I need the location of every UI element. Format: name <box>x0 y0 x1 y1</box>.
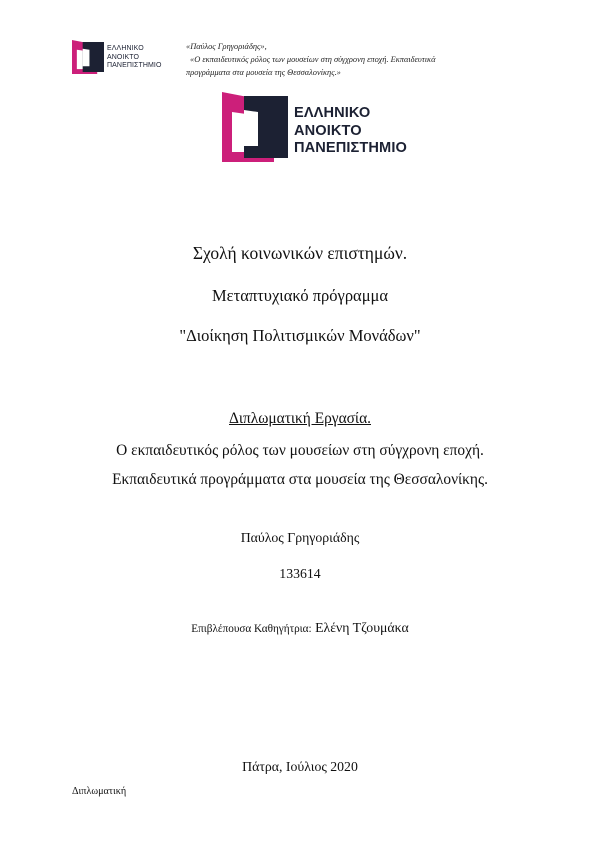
university-logo-mark-icon <box>72 40 104 74</box>
logo-text-line: ΠΑΝΕΠΙΣΤΗΜΙΟ <box>107 62 162 69</box>
school-name: Σχολή κοινωνικών επιστημών. <box>192 243 408 263</box>
logo-text-line: ΠΑΝΕΠΙΣΤΗΜΙΟ <box>294 140 407 156</box>
page-footer: Διπλωματική <box>72 786 127 797</box>
thesis-title-line1: Ο εκπαιδευτικός ρόλος των μουσείων στη σύγχρονη εποχή. <box>116 442 484 459</box>
citation-title-line2: προγράμματα στα μουσεία της Θεσσαλονίκης.» <box>186 68 341 77</box>
logo-text-line: ΑΝΟΙΚΤΟ <box>107 53 140 61</box>
logo-text-line: ΑΝΟΙΚΤΟ <box>294 122 362 139</box>
student-id: 133614 <box>279 566 321 581</box>
citation-title-line1: «Ο εκπαιδευτικός ρόλος των μουσείων στη σύγχρονη εποχή. Εκπαιδευτικά <box>190 55 436 64</box>
university-logo-mark-icon <box>222 92 288 162</box>
supervisor-label: Επιβλέπουσα Καθηγήτρια: <box>191 623 312 635</box>
university-logo-large <box>222 92 412 164</box>
thesis-title-line2: Εκπαιδευτικά προγράμματα στα μουσεία της Θεσσαλονίκης. <box>112 471 488 488</box>
logo-text-small <box>107 45 162 71</box>
author-name: Παύλος Γρηγοριάδης <box>240 530 360 545</box>
logo-text-line: ΕΛΛΗΝΙΚΟ <box>107 45 144 52</box>
supervisor-name: Ελένη Τζουμάκα <box>315 620 409 635</box>
thesis-label-text: Διπλωματική Εργασία. <box>229 410 371 427</box>
logo-text-line: ΕΛΛΗΝΙΚΟ <box>294 105 371 121</box>
supervisor <box>0 620 600 636</box>
program-name: "Διοίκηση Πολιτισμικών Μονάδων" <box>179 326 421 345</box>
program-type: Μεταπτυχιακό πρόγραμμα <box>211 286 389 305</box>
header-citation <box>186 40 526 79</box>
logo-text-large <box>294 105 407 158</box>
place-date: Πάτρα, Ιούλιος 2020 <box>242 759 358 774</box>
citation-author: «Παύλος Γρηγοριάδης», <box>186 42 267 51</box>
thesis-label <box>0 410 600 428</box>
university-logo-small <box>72 40 172 76</box>
